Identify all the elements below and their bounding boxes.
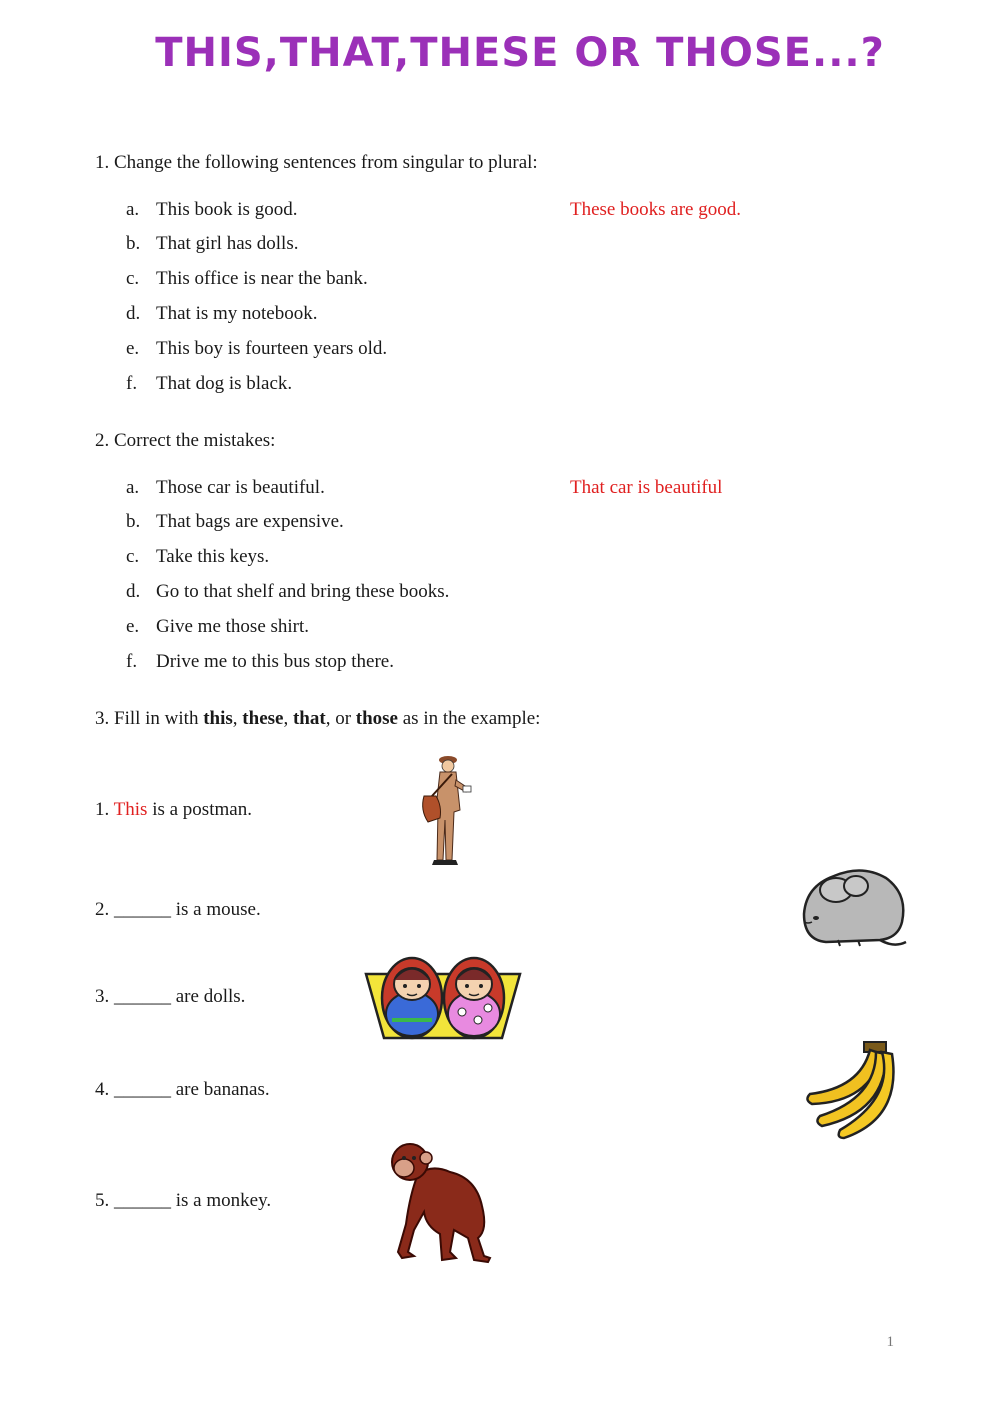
item-letter: a. xyxy=(126,199,140,220)
sentence: Go to that shelf and bring these books. xyxy=(156,581,450,602)
sentence: That bags are expensive. xyxy=(156,511,344,532)
exercise-row xyxy=(95,899,261,921)
dolls-icon xyxy=(362,948,524,1042)
sentence: That girl has dolls. xyxy=(156,233,299,254)
separator: , or xyxy=(325,708,356,729)
item-letter: c. xyxy=(126,268,140,289)
sentence: This book is good. xyxy=(156,199,298,220)
exercise-row xyxy=(95,799,252,821)
row-text: is a mouse. xyxy=(171,899,261,920)
item-letter: b. xyxy=(126,511,141,532)
blank-field[interactable]: ______ xyxy=(114,986,171,1007)
section2-heading: 2. Correct the mistakes: xyxy=(95,430,276,451)
keyword-those: those xyxy=(355,708,398,729)
bananas-icon xyxy=(800,1038,906,1144)
section3-heading xyxy=(95,708,540,730)
heading-suffix: as in the example: xyxy=(398,708,541,729)
section1-heading: 1. Change the following sentences from singular to plural: xyxy=(95,152,538,173)
blank-field[interactable]: ______ xyxy=(114,899,171,920)
item-letter: a. xyxy=(126,477,140,498)
exercise-row xyxy=(95,1079,270,1101)
row-text: are dolls. xyxy=(171,986,246,1007)
sentence: Those car is beautiful. xyxy=(156,477,325,498)
row-number: 4. xyxy=(95,1079,114,1100)
exercise-row xyxy=(95,1190,271,1212)
sentence: Drive me to this bus stop there. xyxy=(156,651,394,672)
mouse-icon xyxy=(798,862,910,954)
separator: , xyxy=(283,708,293,729)
row-text: is a postman. xyxy=(147,799,252,820)
exercise-row xyxy=(95,986,245,1008)
sentence: That is my notebook. xyxy=(156,303,318,324)
postman-icon xyxy=(410,750,480,870)
item-letter: e. xyxy=(126,616,140,637)
blank-field[interactable]: ______ xyxy=(114,1190,171,1211)
sentence: This boy is fourteen years old. xyxy=(156,338,388,359)
item-letter: b. xyxy=(126,233,141,254)
item-letter: c. xyxy=(126,546,140,567)
item-letter: e. xyxy=(126,338,140,359)
row-text: are bananas. xyxy=(171,1079,270,1100)
keyword-these: these xyxy=(242,708,284,729)
item-letter: f. xyxy=(126,373,138,394)
sentence: This office is near the bank. xyxy=(156,268,368,289)
row-number: 1. xyxy=(95,799,114,820)
row-number: 5. xyxy=(95,1190,114,1211)
heading-prefix: 3. Fill in with xyxy=(95,708,204,729)
blank-field[interactable]: ______ xyxy=(114,1079,171,1100)
separator: , xyxy=(232,708,243,729)
row-number: 3. xyxy=(95,986,114,1007)
sentence: Give me those shirt. xyxy=(156,616,310,637)
page-title: THIS,THAT,THESE OR THOSE...? xyxy=(155,30,885,76)
item-letter: d. xyxy=(126,303,141,324)
answer-text: These books are good. xyxy=(570,199,741,220)
answer-text: That car is beautiful xyxy=(570,477,723,498)
row-number: 2. xyxy=(95,899,114,920)
page-number: 1 xyxy=(886,1334,894,1350)
answer-text: This xyxy=(113,799,148,820)
keyword-that: that xyxy=(292,708,326,729)
keyword-this: this xyxy=(203,708,233,729)
monkey-icon xyxy=(384,1134,502,1264)
row-text: is a monkey. xyxy=(171,1190,272,1211)
sentence: That dog is black. xyxy=(156,373,293,394)
item-letter: d. xyxy=(126,581,141,602)
item-letter: f. xyxy=(126,651,138,672)
sentence: Take this keys. xyxy=(156,546,270,567)
